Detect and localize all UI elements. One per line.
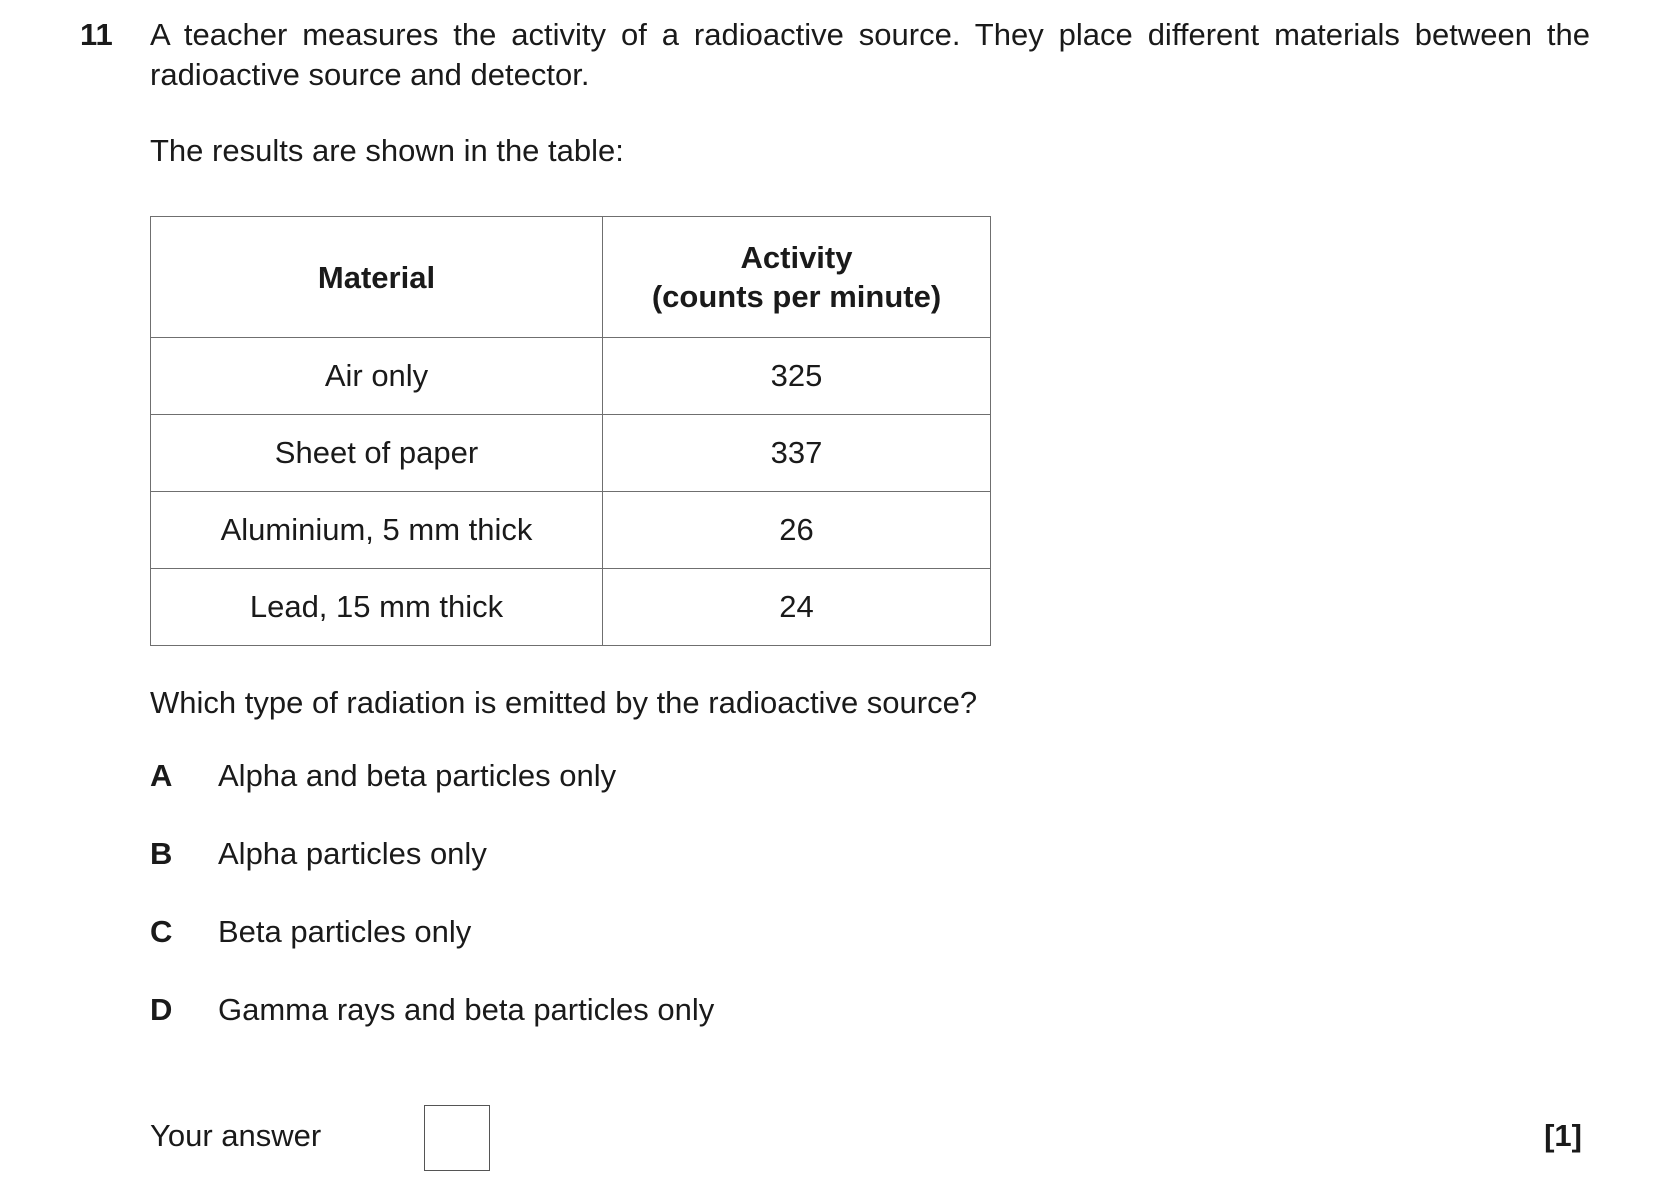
option-letter: B — [150, 836, 173, 871]
header-activity-title: Activity — [740, 240, 853, 275]
header-activity — [603, 217, 991, 338]
option-text: Gamma rays and beta particles only — [218, 992, 715, 1027]
cell-activity: 26 — [603, 492, 991, 569]
cell-material: Sheet of paper — [151, 415, 603, 492]
option-b — [150, 836, 487, 872]
results-table — [150, 216, 991, 646]
option-text: Alpha and beta particles only — [218, 758, 617, 793]
option-c — [150, 914, 471, 950]
table-row — [151, 338, 991, 415]
table-row — [151, 415, 991, 492]
marks-indicator: [1] — [1544, 1118, 1582, 1153]
table-header-row — [151, 217, 991, 338]
cell-material: Aluminium, 5 mm thick — [151, 492, 603, 569]
cell-material: Lead, 15 mm thick — [151, 569, 603, 646]
option-letter: C — [150, 914, 173, 949]
table-lead-in: The results are shown in the table: — [150, 133, 624, 168]
option-text: Alpha particles only — [218, 836, 487, 871]
option-letter: D — [150, 992, 173, 1027]
table-row — [151, 492, 991, 569]
table-row — [151, 569, 991, 646]
answer-box[interactable] — [424, 1105, 490, 1171]
header-activity-unit: (counts per minute) — [651, 279, 942, 314]
option-a — [150, 758, 616, 794]
cell-activity: 325 — [603, 338, 991, 415]
question-intro: A teacher measures the activity of a radioactive source. They place different materials between the radioactive source and detector. — [150, 17, 1590, 92]
cell-material: Air only — [151, 338, 603, 415]
question-number: 11 — [80, 17, 113, 52]
header-material: Material — [151, 217, 603, 338]
option-letter: A — [150, 758, 173, 793]
cell-activity: 337 — [603, 415, 991, 492]
question-prompt: Which type of radiation is emitted by the radioactive source? — [150, 685, 978, 720]
answer-label: Your answer — [150, 1118, 322, 1153]
option-d — [150, 992, 714, 1028]
option-text: Beta particles only — [218, 914, 472, 949]
cell-activity: 24 — [603, 569, 991, 646]
